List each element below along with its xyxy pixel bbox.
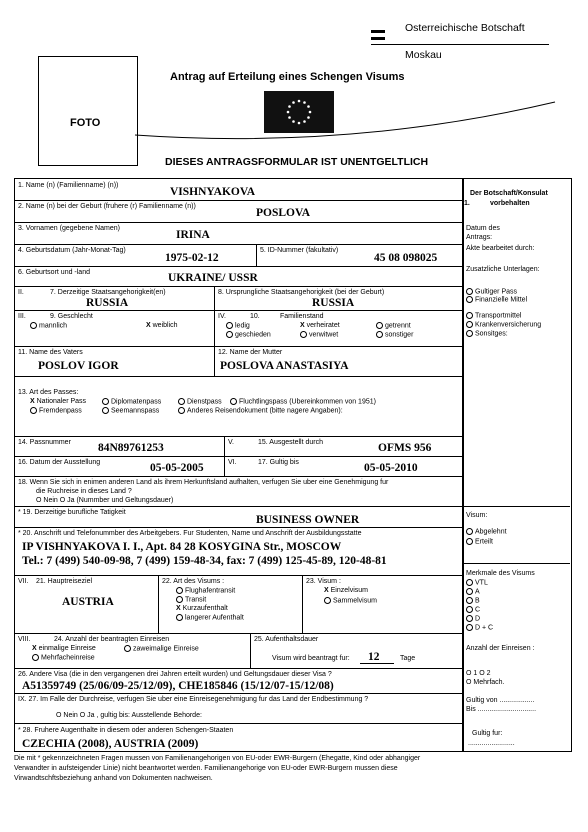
field-26-value[interactable]: A51359749 (25/06/09-25/12/09), CHE185846 (15/12/07-15/12/08) [22,680,334,692]
doc-insurance[interactable] [466,321,541,329]
visa-type-airport[interactable] [176,587,235,595]
marital-sonstiger-label: sonstiger [385,331,414,339]
field-23-label: 23. Visum : [306,578,341,585]
field-13-label: 13. Art des Passes: [18,389,79,396]
radio-icon [466,538,473,545]
field-18-label-2: die Ruchreise in dieses Land ? [36,488,132,495]
field-19-label: * 19. Derzeitige burufliche Tatigkeit [18,509,126,516]
field-18-options[interactable]: O Nein O Ja (Nummber und Geltungsdauer) [36,497,174,504]
field-18-label-1: 18. Wenn Sie sich in enimen anderen Land als ihrem Herkunftsland aufhalten, verfugen Sie uber eine Genehmigung fur [18,479,389,486]
visa-type-transit[interactable] [176,596,206,604]
passport-national[interactable] [30,398,86,406]
radio-icon [176,587,183,594]
field-3-value[interactable]: IRINA [176,229,210,241]
field-7-roman: II. [18,289,24,296]
field-25-prefix: Visum wird beantragt fur: [272,655,350,662]
entry-double-label: zaweimalige Einreise [133,645,199,653]
field-1-value[interactable]: VISHNYAKOVA [170,186,255,198]
field-15-roman: V. [228,439,234,446]
field-12-value[interactable]: POSLOVA ANASTASIYA [220,360,349,372]
valid-from: Gultig von .................. [466,697,535,704]
visa-type-airport-label: Flughafentransit [185,587,236,595]
visa-type-d-label: D [475,615,481,623]
reserved-title: Der Botschaft/Konsulat [470,190,548,197]
passport-other[interactable] [178,407,343,415]
free-notice: DIESES ANTRAGSFORMULAR IST UNENTGELTLICH [165,156,429,168]
passport-diplomatic[interactable] [102,398,161,406]
radio-icon [466,588,473,595]
radio-icon [30,322,37,329]
visa-granted-label: Erteilt [475,538,493,546]
visa-type-short-label: Kurzaufenthalt [182,605,228,612]
field-11-value[interactable]: POSLOV IGOR [38,360,119,372]
radio-icon [466,597,473,604]
radio-icon [230,398,237,405]
marital-ledig[interactable] [226,322,250,330]
field-7-value[interactable]: RUSSIA [86,297,129,309]
passport-national-label: Nationaler Pass [36,398,87,405]
photo-label: FOTO [70,117,101,129]
check-mark: X [30,398,35,405]
valid-for-dots: ........................ [468,740,515,747]
embassy-name: Osterreichische Botschaft [405,22,525,34]
doc-transport[interactable] [466,312,521,320]
visa-granted[interactable] [466,538,493,546]
visa-single[interactable] [324,587,368,595]
radio-icon [466,312,473,319]
radio-icon [32,654,39,661]
form-sidebar [462,178,572,752]
field-27-label: IX. 27. Im Falle der Durchreise, verfugen Sie uber eine Einreisegenehmigung fur das Land der Endbestimmung ? [18,696,369,703]
doc-valid-passport[interactable] [466,288,517,296]
field-17-label: 17. Gultig bis [258,459,299,466]
valid-for-label: Gultig fur: [472,730,503,737]
visa-type-long[interactable] [176,614,244,622]
header-curve [130,100,560,150]
passport-refugee[interactable] [230,398,376,406]
passport-service-label: Dienstpass [187,398,222,406]
check-mark: X [176,605,181,612]
visa-group-label: Sammelvisum [333,597,377,605]
check-mark: X [300,322,305,329]
field-2-value[interactable]: POSLOVA [256,207,311,219]
doc-funds-label: Finanzielle Mittel [475,296,528,304]
visa-rejected-label: Abgelehnt [475,528,507,536]
valid-to: Bis .............................. [466,706,537,713]
field-20-value-2[interactable]: Tel.: 7 (499) 540-09-98, 7 (499) 159-48-34, fax: 7 (499) 125-45-89, 120-48-81 [22,555,387,567]
marital-getrennt[interactable] [376,322,411,330]
entries-label: Anzahl der Einreisen : [466,645,535,652]
field-21-roman: VII. [18,578,29,585]
marital-ledig-label: ledig [235,322,250,330]
visa-type-short[interactable] [176,605,228,613]
passport-seaman-label: Seemannspass [111,407,160,415]
field-10-roman: IV. [218,313,226,320]
gender-male-option[interactable] [30,322,67,330]
field-10-num: 10. [250,313,260,320]
visa-type-vtl-label: VTL [475,579,488,587]
visa-type-c[interactable] [466,606,480,614]
footer-note-1: Die mit * gekennzeichneten Fragen mussen von Familienangehorigen von EU-oder EWR-Burgern (Ehegatte, Kind oder abhangiger [14,755,421,762]
field-17-roman: VI. [228,459,237,466]
check-mark: X [32,645,37,652]
visa-type-dc-label: D + C [475,624,494,632]
gender-female-option[interactable] [146,322,178,330]
entries-options[interactable]: O 1 O 2 [466,670,491,677]
visa-type-long-label: langerer Aufenthalt [185,614,244,622]
field-19-value[interactable]: BUSINESS OWNER [256,514,360,526]
doc-other-label: Sonsitges: [475,330,508,338]
radio-icon [30,407,37,414]
check-mark: X [146,322,151,329]
marital-verheiratet[interactable] [300,322,340,330]
check-mark: X [324,587,329,594]
field-25-suffix: Tage [400,655,416,662]
form-title: Antrag auf Erteilung eines Schengen Visums [170,71,405,83]
visa-type-vtl[interactable] [466,579,488,587]
doc-insurance-label: Krankenversicherung [475,321,542,329]
radio-icon [376,322,383,329]
field-4-value[interactable]: 1975-02-12 [165,252,219,264]
radio-icon [178,407,185,414]
field-26-label: 26. Andere Visa (die in den vergangenen drei Jahren erteilt wurden) und Geltungsdauer dieser Visa ? [18,671,332,678]
radio-icon [102,407,109,414]
radio-icon [466,321,473,328]
gender-female-label: weiblich [152,322,178,329]
field-20-value-1[interactable]: IP VISHNYAKOVA I. I., Apt. 84 28 KOSYGINA Str., MOSCOW [22,541,342,553]
field-5-value[interactable]: 45 08 098025 [374,252,438,264]
reserved-sub: vorbehalten [490,200,530,207]
field-28-value[interactable]: CZECHIA (2008), AUSTRIA (2009) [22,738,199,750]
embassy-city: Moskau [405,49,442,61]
visa-rejected[interactable] [466,528,507,536]
gender-male-label: mannlich [39,322,68,330]
date-label-2: Antrags: [466,234,493,241]
marital-getrennt-label: getrennt [385,322,411,330]
processed-by: Akte bearbeitet durch: [466,245,535,252]
field-9-roman: III. [18,313,26,320]
field-4-label: 4. Geburtsdatum (Jahr-Monat-Tag) [18,247,126,254]
emblem-bar-top [371,30,385,33]
marital-geschieden[interactable] [226,331,271,339]
radio-icon [376,331,383,338]
radio-icon [466,528,473,535]
doc-valid-passport-label: Gultiger Pass [475,288,518,296]
field-10-label: Familienstand [280,313,324,320]
visa-type-b-label: B [475,597,480,605]
field-14-label: 14. Passnummer [18,439,71,446]
additional-docs: Zusatzliche Unterlagen: [466,266,540,273]
field-8-value[interactable]: RUSSIA [312,297,355,309]
field-25-label: 25. Aufenthaltsdauer [254,636,319,643]
marital-verwitwet[interactable] [300,331,338,339]
radio-icon [466,296,473,303]
radio-icon [176,596,183,603]
marital-verwitwet-label: verwitwet [309,331,339,339]
emblem-bar-bottom [371,37,385,40]
passport-other-label: Anderes Reisendokument (bitte nagere Angaben): [187,407,343,415]
entries-multiple[interactable]: O Mehrfach. [466,679,505,686]
field-11-label: 11. Name des Vaters [18,349,83,356]
marital-verheiratet-label: verheiratet [306,322,340,329]
marital-sonstiger[interactable] [376,331,413,339]
field-21-value[interactable]: AUSTRIA [62,596,114,608]
field-17-value[interactable]: 05-05-2010 [364,462,418,474]
doc-other[interactable] [466,330,508,338]
radio-icon [176,614,183,621]
visa-type-a[interactable] [466,588,480,596]
visa-types-label: Merkmale des Visums [466,570,535,577]
entry-single[interactable] [32,645,96,653]
field-16-value[interactable]: 05-05-2005 [150,462,204,474]
doc-transport-label: Transportmittel [475,312,522,320]
visa-type-transit-label: Transit [185,596,207,604]
date-label-1: Datum des [466,225,500,232]
radio-icon [300,331,307,338]
field-20-label: * 20. Anschrift und Telefonummber des Arbeitgebers. Fur Studenten, Name und Anschrift der Ausbildungsstatte [18,530,362,537]
entry-multiple[interactable] [32,654,95,662]
field-2-label: 2. Name (n) bei der Geburt (fruhere (r) Familienname (n)) [18,203,196,210]
field-14-value[interactable]: 84N89761253 [98,442,164,454]
visa-type-a-label: A [475,588,480,596]
field-22-label: 22. Art des Visums : [162,578,225,585]
field-6-label: 6. Geburtsort und -land [18,269,90,276]
radio-icon [124,645,131,652]
field-27-options[interactable]: O Nein O Ja , gultig bis: Ausstellende Behorde: [56,712,202,719]
field-25-value[interactable]: 12 [368,651,380,663]
radio-icon [466,288,473,295]
radio-icon [102,398,109,405]
field-16-label: 16. Datum der Ausstellung [18,459,101,466]
field-24-roman: VIII. [18,636,31,643]
visa-type-b[interactable] [466,597,480,605]
field-5-label: 5. ID-Nummer (fakultativ) [260,247,339,254]
marital-geschieden-label: geschieden [235,331,271,339]
field-6-value[interactable]: UKRAINE/ USSR [168,272,258,284]
visa-group[interactable] [324,597,377,605]
radio-icon [226,331,233,338]
entry-double[interactable] [124,645,199,653]
field-3-label: 3. Vornamen (gegebene Namen) [18,225,120,232]
radio-icon [466,330,473,337]
field-15-value[interactable]: OFMS 956 [378,442,432,454]
visa-decision-label: Visum: [466,512,488,519]
passport-alien-label: Fremdenpass [39,407,82,415]
radio-icon [466,606,473,613]
passport-refugee-label: Fluchtlingspass (Ubereinkommen von 1951) [239,398,376,406]
field-9-label: 9. Geschlecht [50,313,93,320]
radio-icon [466,624,473,631]
passport-diplomatic-label: Diplomatenpass [111,398,162,406]
footer-note-3: Virwandtschftsbeziehung anhand von Dokumenten nachweisen. [14,775,213,782]
field-28-label: * 28. Fruhere Augenthalte in diesem oder anderen Schengen-Staaten [18,727,234,734]
field-21-label: 21. Hauptreiseziel [36,578,93,585]
entry-multiple-label: Mehrfacheinreise [41,654,95,662]
radio-icon [324,597,331,604]
field-12-label: 12. Name der Mutter [218,349,283,356]
field-24-label: 24. Anzahl der beantragten Einreisen [54,636,170,643]
passport-alien[interactable] [30,407,82,415]
passport-service[interactable] [178,398,222,406]
visa-type-d[interactable] [466,615,480,623]
field-15-label: 15. Ausgestellt durch [258,439,323,446]
radio-icon [226,322,233,329]
radio-icon [178,398,185,405]
visa-type-c-label: C [475,606,481,614]
reserved-num: 1. [464,200,470,207]
radio-icon [466,615,473,622]
field-8-label: 8. Ursprungliche Staatsangehorigkeit (bei der Geburt) [218,289,385,296]
visa-single-label: Einzelvisum [330,587,368,594]
visa-type-dc[interactable] [466,624,493,632]
entry-single-label: einmalige Einreise [38,645,96,652]
field-1-label: 1. Name (n) (Familienname) (n)) [18,182,119,189]
field-7-label: 7. Derzeitige Staatsangehorigkeit(en) [50,289,166,296]
passport-seaman[interactable] [102,407,159,415]
footer-note-2: Verwandter in aufsteigender Linie) nicht beantwortet werden. Familienangehorige von EU-oder EWR-Burgern mussen diese [14,765,398,772]
photo-box [38,56,138,166]
radio-icon [466,579,473,586]
doc-funds[interactable] [466,296,527,304]
